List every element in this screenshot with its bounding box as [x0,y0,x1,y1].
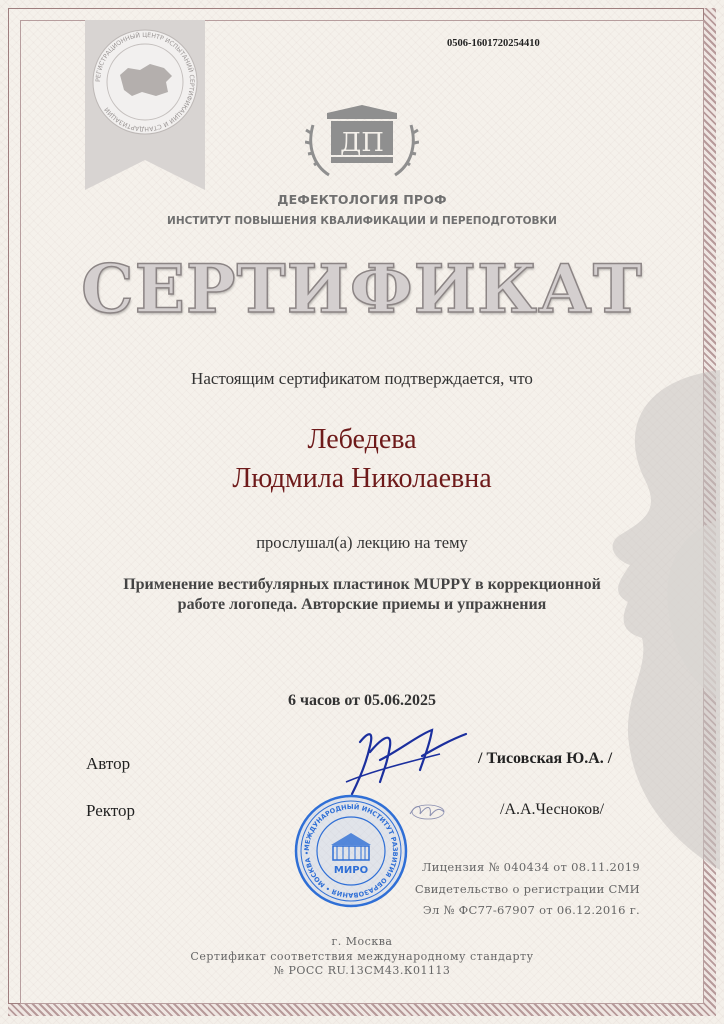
lecture-topic-line-1: Применение вестибулярных пластинок MUPPY в коррекционной [123,576,601,593]
license-line-3: Эл № ФС77-67907 от 06.12.2016 г. [422,903,640,917]
footer-certificate-number: № РОСС RU.13СМ43.К01113 [273,964,451,977]
confirmation-text: Настоящим сертификатом подтверждается, что [191,369,533,388]
footer-city: г. Москва [331,935,393,948]
author-label: Автор [86,754,131,773]
lecture-topic-line-2: работе логопеда. Авторские приемы и упражнения [177,596,547,613]
svg-text:МЕЖДУНАРОДНЫЙ ИНСТИТУТ РАЗВИТИ: МЕЖДУНАРОДНЫЙ ИНСТИТУТ РАЗВИТИЯ ОБРАЗОВАНИЯ • МОСКВА • [302,802,400,900]
license-line-2: Свидетельство о регистрации СМИ [414,881,640,896]
footer [0,935,724,979]
recipient-given-names: Людмила Николаевна [232,463,492,494]
certificate-title: СЕРТИФИКАТ [81,250,643,328]
serial-number: 0506-1601720254410 [447,38,540,49]
license-info [390,857,640,922]
svg-text:МИРО: МИРО [333,865,369,876]
rector-name: /А.А.Чесноков/ [500,801,605,818]
license-line-1: Лицензия № 040434 от 08.11.2019 [421,860,640,874]
recipient-surname: Лебедева [307,424,417,455]
listened-text: прослушал(а) лекцию на тему [256,533,468,552]
footer-standard: Сертификат соответствия международному стандарту [190,949,534,963]
rector-label: Ректор [86,801,136,820]
rector-signature [408,798,446,822]
certification-ribbon [80,20,210,195]
ribbon-seal-text: РЕГИСТРАЦИОННЫЙ ЦЕНТР ИСПЫТАНИЙ СЕРТИФИКАЦИИ И СТАНДАРТИЗАЦИИ [94,31,196,133]
organization-name: ДЕФЕКТОЛОГИЯ ПРОФ [277,192,447,207]
organization-subtitle: ИНСТИТУТ ПОВЫШЕНИЯ КВАЛИФИКАЦИИ И ПЕРЕПОДГОТОВКИ [167,215,557,227]
author-signature [340,712,470,802]
author-name: / Тисовская Ю.А. / [478,750,613,767]
lecture-topic [40,575,684,615]
hours-and-date: 6 часов от 05.06.2025 [287,692,436,709]
institute-logo-icon [305,105,419,185]
svg-text:ДП: ДП [340,128,384,158]
